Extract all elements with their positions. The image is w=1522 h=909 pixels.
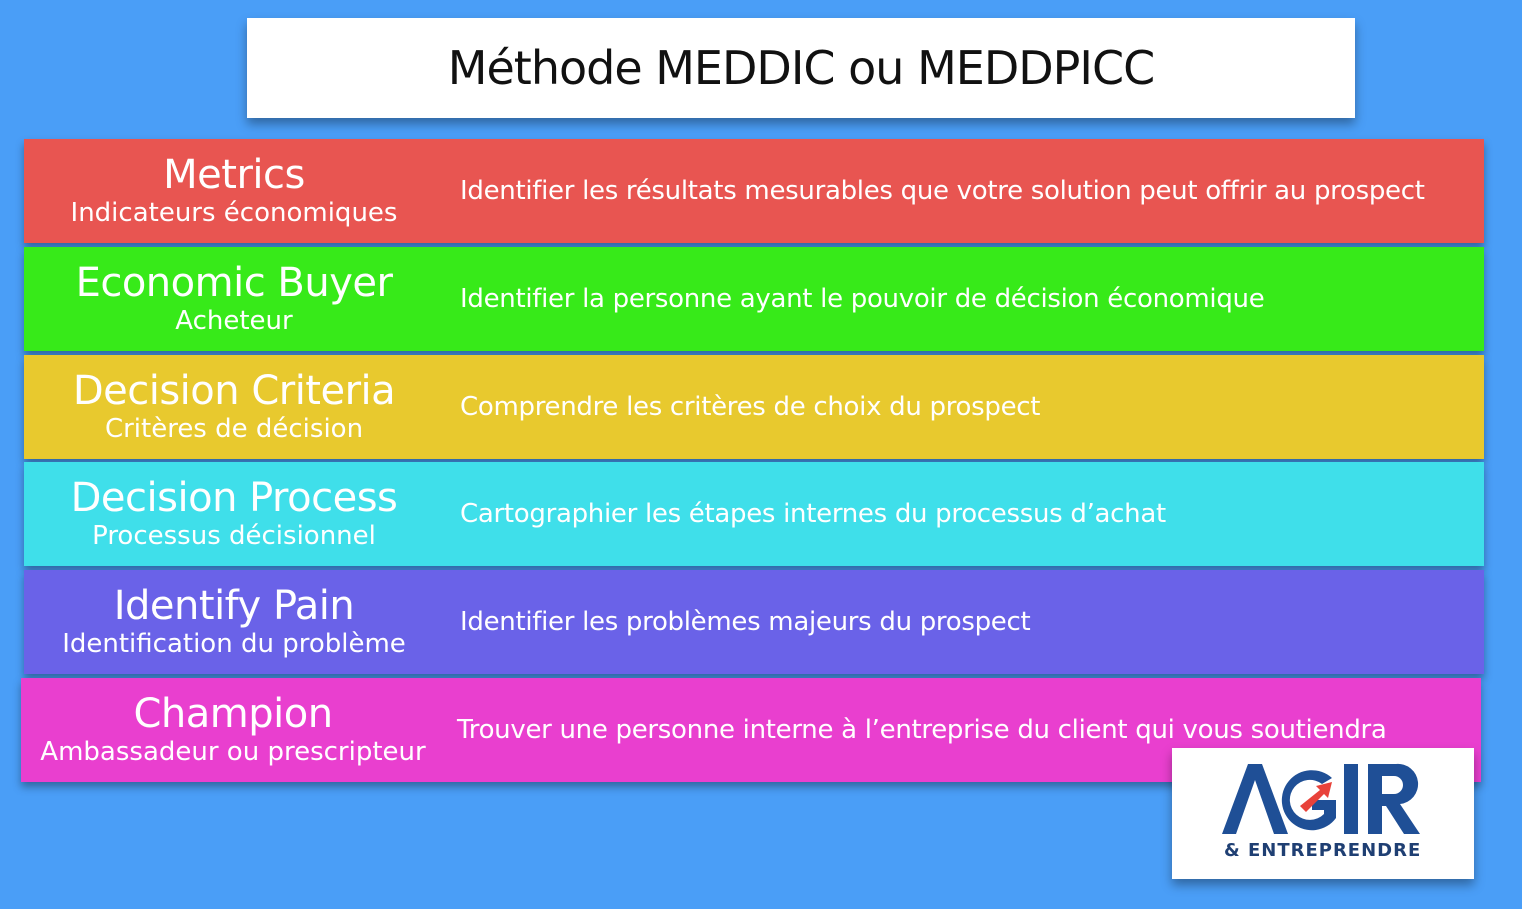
page-title: Méthode MEDDIC ou MEDDPICC xyxy=(447,41,1155,95)
row-description: Identifier les problèmes majeurs du prospect xyxy=(460,607,1031,637)
row-label xyxy=(24,139,444,243)
row-description: Identifier les résultats mesurables que votre solution peut offrir au prospect xyxy=(460,176,1425,206)
row-decision-process xyxy=(24,462,1484,566)
row-translation: Identification du problème xyxy=(62,629,406,659)
row-term: Identify Pain xyxy=(113,583,355,629)
row-translation: Acheteur xyxy=(175,306,293,336)
row-term: Decision Process xyxy=(70,475,398,521)
agir-wordmark-icon xyxy=(1220,760,1430,838)
row-label xyxy=(21,678,445,782)
row-translation: Critères de décision xyxy=(104,414,364,444)
row-label xyxy=(24,462,444,566)
row-translation: Processus décisionnel xyxy=(92,521,376,551)
row-description: Trouver une personne interne à l’entreprise du client qui vous soutiendra xyxy=(457,715,1387,745)
row-label xyxy=(24,355,444,459)
row-metrics xyxy=(24,139,1484,243)
row-label xyxy=(24,247,444,351)
row-term: Champion xyxy=(133,691,333,737)
logo-subtitle: & ENTREPRENDRE xyxy=(1224,840,1422,861)
row-term: Economic Buyer xyxy=(75,260,393,306)
row-identify-pain xyxy=(24,570,1484,674)
row-translation: Ambassadeur ou prescripteur xyxy=(40,737,426,767)
title-box xyxy=(247,18,1355,118)
row-term: Metrics xyxy=(163,152,305,198)
row-label xyxy=(24,570,444,674)
row-economic-buyer xyxy=(24,247,1484,351)
row-description: Identifier la personne ayant le pouvoir de décision économique xyxy=(460,284,1265,314)
row-decision-criteria xyxy=(24,355,1484,459)
row-description: Cartographier les étapes internes du processus d’achat xyxy=(460,499,1166,529)
row-description: Comprendre les critères de choix du prospect xyxy=(460,392,1041,422)
row-translation: Indicateurs économiques xyxy=(70,198,398,228)
row-term: Decision Criteria xyxy=(72,368,396,414)
agir-logo xyxy=(1172,748,1474,879)
